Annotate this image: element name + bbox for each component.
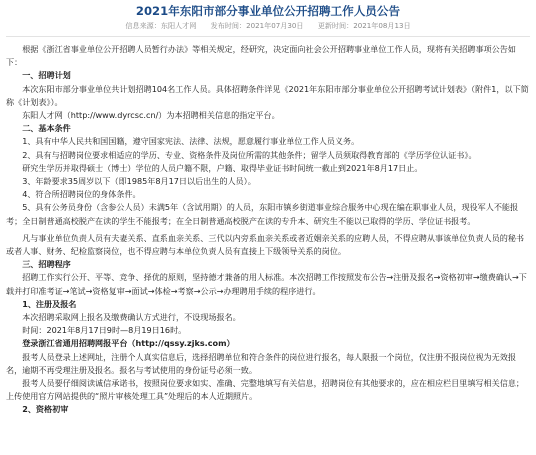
section-2-item-4: 4、符合所招聘岗位的身体条件。 bbox=[22, 189, 141, 200]
article-update-time: 更新时间：2021年08月13日 bbox=[317, 21, 411, 30]
section-2-item-2: 2、具有与招聘岗位要求相适应的学历、专业、资格条件及岗位所需的其他条件；留学人员须取得教育部的《学历学位认证书》。 bbox=[22, 149, 477, 160]
section-3-sub-1-paragraph-5: 报考人员要仔细阅读诚信承诺书，按照岗位要求如实、准确、完整地填写有关信息，招聘岗位有其他要求的，应在相应栏目里填写相关信息；上传使用官方网站提供的“照片审核处理工具”处理后的本人近期照片。 bbox=[6, 378, 525, 402]
section-2-item-1: 1、具有中华人民共和国国籍，遵守国家宪法、法律、法规，愿意履行事业单位工作人员义务。 bbox=[22, 136, 360, 147]
title-divider bbox=[6, 36, 530, 37]
section-1-paragraph-1: 本次东阳市部分事业单位共计划招聘104名工作人员。具体招聘条件详见《2021年东阳市部分事业单位公开招聘考试计划表》（附件1，以下简称《计划表》）。 bbox=[6, 83, 529, 107]
section-2-item-3: 3、年龄要求35周岁以下（即1985年8月17日以后出生的人员）。 bbox=[22, 176, 256, 187]
section-3-sub-1-paragraph-2: 时间：2021年8月17日9时—8月19日16时。 bbox=[22, 325, 187, 336]
article-body bbox=[6, 43, 530, 417]
section-3-paragraph-1: 招聘工作实行公开、平等、竞争、择优的原则，坚持德才兼备的用人标准。本次招聘工作按照发布公告→注册及报名→资格初审→缴费确认→下载并打印准考证→笔试→资格复审→面试→体检→考察→公示→办理聘用手续的程序进行。 bbox=[6, 272, 527, 296]
section-2-heading: 二、基本条件 bbox=[22, 123, 71, 134]
section-3-sub-1-paragraph-3: 登录浙江省通用招聘网报平台（http://qssy.zjks.com） bbox=[22, 338, 235, 349]
section-2-extra-paragraph: 凡与事业单位负责人员有夫妻关系、直系血亲关系、三代以内旁系血亲关系或者近姻亲关系的应聘人员，不得应聘从事该单位负责人员的秘书或者人事、财务、纪检监察岗位，也不得应聘与本单位负责人员有直接上下级领导关系的岗位。 bbox=[6, 232, 525, 257]
intro-paragraph: 根据《浙江省事业单位公开招聘人员暂行办法》等相关规定，经研究，决定面向社会公开招聘事业单位工作人员，现将有关招聘事项公告如下： bbox=[6, 44, 516, 68]
article-source: 信息来源：东阳人才网 bbox=[125, 21, 197, 30]
section-3-sub-1-heading: 1、注册及报名 bbox=[22, 298, 77, 309]
section-1-paragraph-2: 东阳人才网（http://www.dyrcsc.cn/）为本招聘相关信息的指定平台。 bbox=[22, 110, 280, 121]
section-3-sub-2-heading: 2、资格初审 bbox=[22, 404, 69, 415]
section-3-sub-1-paragraph-4: 报考人员登录上述网址，注册个人真实信息后，选择招聘单位和符合条件的岗位进行报名，每人限报一个岗位，仅注册不报岗位视为无效报名，逾期不再受理注册及报名。报名与考试使用的身份证号必须一致。 bbox=[6, 351, 516, 375]
section-2-item-2b: 研究生学历并取得硕士（博士）学位的人员户籍不限，户籍、取得毕业证书时间统一截止到2021年8月17日止。 bbox=[22, 162, 423, 173]
section-3-heading: 三、招聘程序 bbox=[22, 259, 71, 270]
section-3-sub-1-paragraph-1: 本次招聘采取网上报名及缴费确认方式进行，不设现场报名。 bbox=[22, 312, 241, 323]
article-publish-time: 发布时间：2021年07月30日 bbox=[210, 21, 304, 30]
section-1-heading: 一、招聘计划 bbox=[22, 70, 71, 81]
article-meta bbox=[6, 20, 530, 31]
section-2-item-5: 5、具有公务员身份（含参公人员）未满5年（含试用期）的人员，东阳市镇乡街道事业综合服务中心现在编在职事业人员，现役军人不能报考；全日制普通高校脱产在读的学生不能报考；在全日制普通高校脱产在读的专升本、研究生不能以已取得的学历、学位证书报考。 bbox=[6, 202, 519, 226]
bottom-edge bbox=[0, 451, 536, 455]
article-title: 2021年东阳市部分事业单位公开招聘工作人员公告 bbox=[135, 4, 401, 18]
